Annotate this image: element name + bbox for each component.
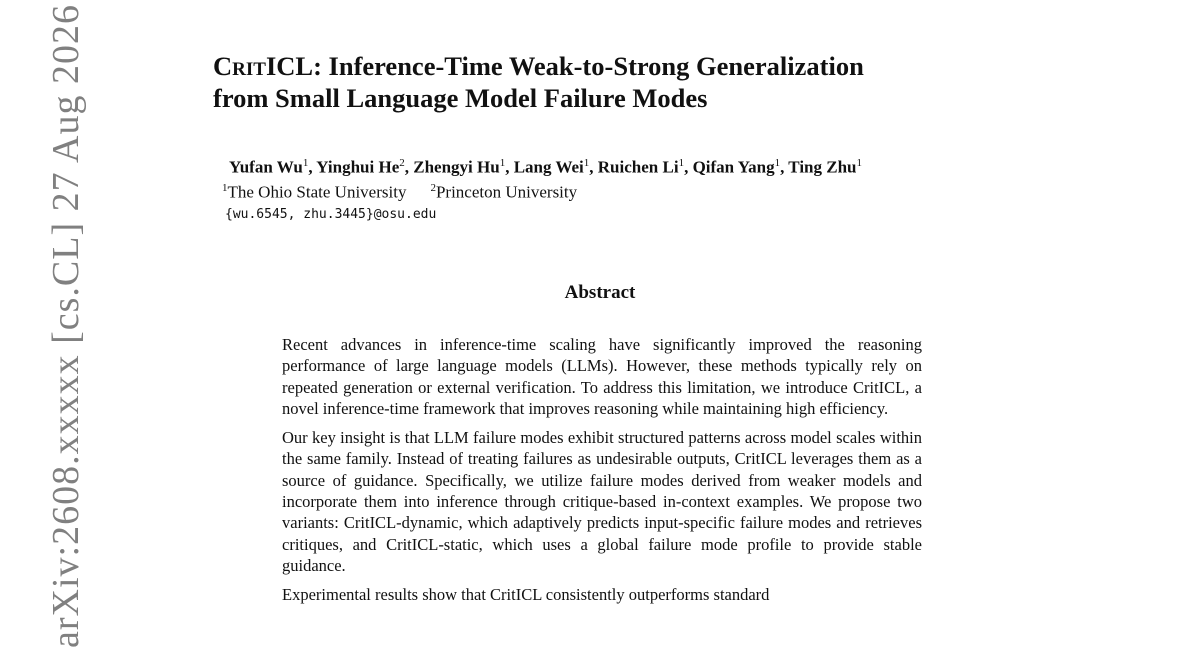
affiliation-name: The Ohio State University <box>227 182 407 202</box>
author-name: Zhengyi Hu <box>413 157 500 177</box>
author-affiliation-mark: 2 <box>399 157 405 169</box>
paper-title <box>213 50 1113 114</box>
title-line1: ICL: Inference-Time Weak-to-Strong Generalization <box>265 51 864 81</box>
abstract-heading: Abstract <box>564 282 636 303</box>
author-affiliation-mark: 1 <box>499 157 506 169</box>
author-affiliation-mark: 1 <box>583 157 590 169</box>
contact-email: {wu.6545, zhu.3445}@osu.edu <box>225 207 437 222</box>
author-affiliation-mark: 1 <box>774 157 781 169</box>
abstract-paragraph: Experimental results show that CritICL consistently outperforms standard <box>282 585 770 605</box>
abstract-paragraph: Recent advances in inference-time scaling have significantly improved the reasoning performance of large language models (LLMs). However, these methods typically rely on repeated generation or external verification. To address this limitation, we introduce CritICL, a novel inference-time framework that improves reasoning while maintaining high efficiency. <box>282 335 922 418</box>
author-name: Ruichen Li <box>597 157 679 177</box>
author-affiliation-mark: 1 <box>856 157 863 169</box>
title-line2: from Small Language Model Failure Modes <box>213 83 708 113</box>
affiliation-mark: 2 <box>430 182 436 194</box>
author-name: Lang Wei <box>513 157 584 177</box>
affiliation-mark: 1 <box>222 182 228 194</box>
author-name: Yinghui He <box>316 157 400 177</box>
abstract-body <box>282 334 922 614</box>
title-prefix: Crit <box>213 51 266 81</box>
author-name: Qifan Yang <box>692 157 775 177</box>
author-name: Yufan Wu <box>229 157 303 177</box>
author-list: Yufan Wu$^1$, Yinghui He$^2$, Zhengyi Hu$^1$, Lang Wei$^1$, Ruichen Li$^1$, Qifan Yang$^1$, Ting Zhu$^1$ <box>229 157 863 177</box>
affiliations <box>222 182 577 203</box>
abstract-paragraph: Our key insight is that LLM failure modes exhibit structured patterns across model scales within the same family. Instead of treating failures as undesirable outputs, CritICL leverages them as a source of guidance. Specifically, we utilize failure modes derived from weaker models and incorporate them into inference through critique-based in-context examples. We propose two variants: CritICL-dynamic, which adaptively predicts input-specific failure modes and retrieves critiques, and CritICL-static, which uses a global failure mode profile to provide stable guidance. <box>282 428 922 575</box>
author-affiliation-mark: 1 <box>678 157 685 169</box>
affiliation-name: Princeton University <box>435 182 578 202</box>
arxiv-stamp: arXiv:2608.xxxxx [cs.CL] 27 Aug 2026 <box>45 4 87 648</box>
author-affiliation-mark: 1 <box>302 157 309 169</box>
author-name: Ting Zhu <box>788 157 857 177</box>
